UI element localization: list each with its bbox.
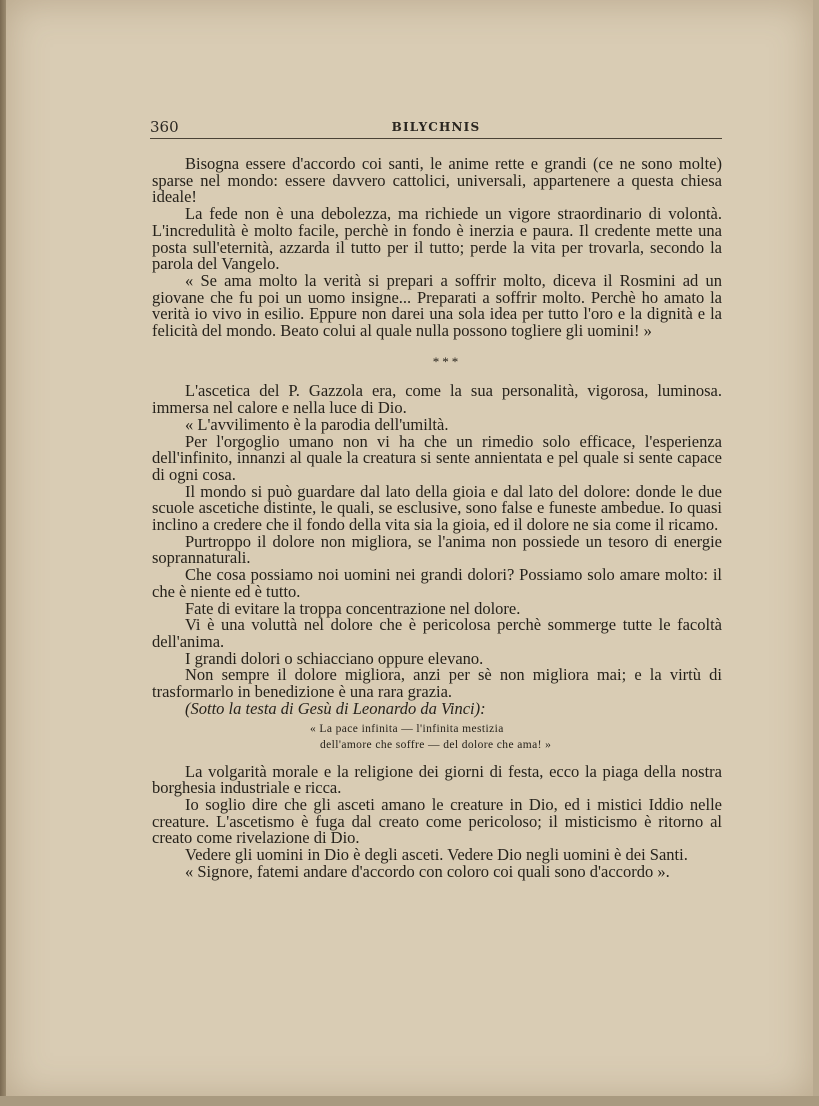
- paragraph: Io soglio dire che gli asceti amano le creature in Dio, ed i mistici Iddio nelle creature. L'ascetismo è fuga dal creato come pericoloso; il misticismo è ritorno al creato come rivelazione di Dio.: [152, 794, 722, 848]
- image-caption: (Sotto la testa di Gesù di Leonardo da Vinci):: [185, 698, 486, 718]
- poem-line: « La pace infinita — l'infinita mestizia: [310, 722, 504, 735]
- section-2: [152, 383, 722, 717]
- section-3: [152, 761, 722, 881]
- paragraph: Purtroppo il dolore non migliora, se l'anima non possiede un tesoro di energie soprannaturali.: [152, 531, 722, 568]
- paragraph: Che cosa possiamo noi uomini nei grandi dolori? Possiamo solo amare molto: il che è niente ed è tutto.: [152, 565, 722, 601]
- header-rule: [150, 138, 722, 139]
- poem-line: dell'amore che soffre — del dolore che ama! »: [320, 738, 552, 751]
- paragraph: Il mondo si può guardare dal lato della gioia e dal lato del dolore: donde le due scuole ascetiche distinte, le quali, se esclusive, sono false e funeste ambedue. Io quasi inclino a credere che il fondo della vita sia la gioia, ed il dolore ne sia come il ricamo.: [152, 481, 722, 535]
- running-header: [150, 114, 722, 138]
- paragraph: « Se ama molto la verità si prepari a soffrir molto, diceva il Rosmini ad un giovane che fu poi un uomo insigne... Preparati a soffrir molto. Perchè ho amato la verità io vivo in esilio. Eppure non darei una sola idea per tutto l'oro e la dignità e la felicità del mondo. Beato colui al quale nulla possono togliere gli uomini! »: [152, 270, 722, 341]
- paragraph: I grandi dolori o schiacciano oppure elevano.: [185, 648, 484, 668]
- paragraph: Fate di evitare la troppa concentrazione nel dolore.: [185, 598, 521, 618]
- running-title: BILYCHNIS: [391, 120, 481, 134]
- paragraph: Vedere gli uomini in Dio è degli asceti. Vedere Dio negli uomini è dei Santi.: [185, 845, 688, 865]
- section-separator: ***: [432, 353, 462, 369]
- poem-quote: [152, 721, 722, 753]
- paragraph: La fede non è una debolezza, ma richiede un vigore straordinario di volontà. L'incredulità è molto facile, perchè in fondo è inerzia e paura. Il credente mette una posta sull'eternità, azzarda il tutto per il tutto; perde la vita per trovarla, secondo la parola del Vangelo.: [152, 204, 722, 274]
- section-1: [152, 156, 722, 340]
- paragraph: « Signore, fatemi andare d'accordo con coloro coi quali sono d'accordo ».: [185, 861, 670, 881]
- paragraph: Vi è una voluttà nel dolore che è pericolosa perchè sommerge tutte le facoltà dell'anima.: [152, 615, 722, 651]
- paragraph: Non sempre il dolore migliora, anzi per sè non migliora mai; e la virtù di trasformarlo in benedizione è una rara grazia.: [152, 665, 722, 702]
- paragraph: « L'avvilimento è la parodia dell'umiltà.: [185, 414, 449, 434]
- paragraph: Bisogna essere d'accordo coi santi, le anime rette e grandi (ce ne sono molte) sparse nel mondo: essere davvero cattolici, universali, appartenere a questa chiesa ideale!: [152, 154, 722, 207]
- page-bottom-edge: [0, 1096, 819, 1106]
- page-number: 360: [150, 118, 179, 136]
- paragraph: La volgarità morale e la religione dei giorni di festa, ecco la piaga della nostra borghesia industriale e ricca.: [152, 761, 722, 798]
- article-body: [152, 156, 722, 880]
- paragraph: Per l'orgoglio umano non vi ha che un rimedio solo efficace, l'esperienza dell'infinito, innanzi al quale la creatura si sente annientata e pel quale si sente capace di ogni cosa.: [152, 431, 722, 484]
- paragraph: L'ascetica del P. Gazzola era, come la sua personalità, vigorosa, luminosa. immersa nel calore e nella luce di Dio.: [152, 381, 722, 418]
